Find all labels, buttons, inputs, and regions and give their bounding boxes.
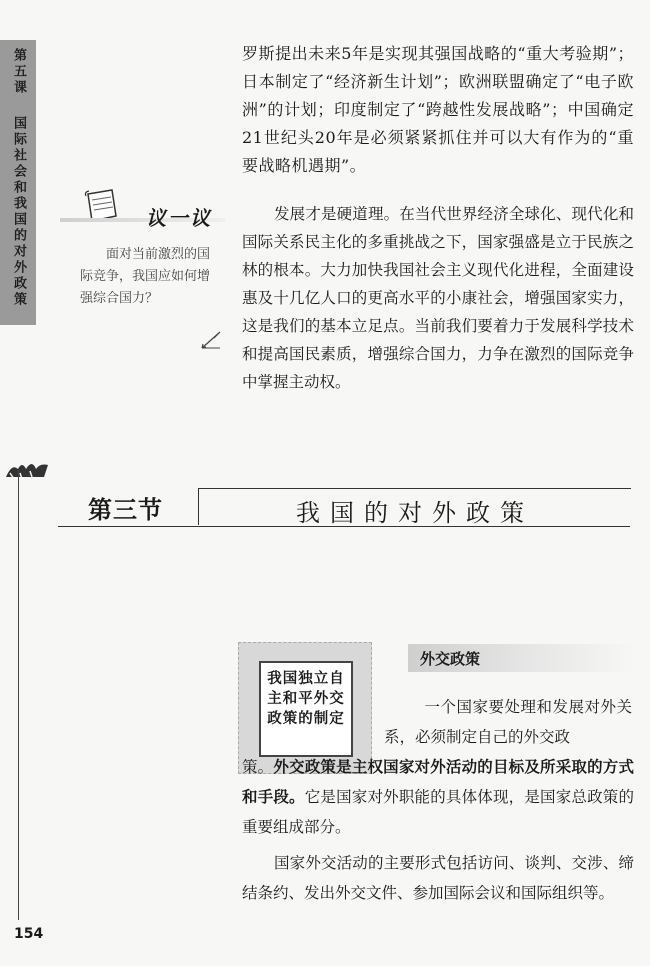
discuss-box: [60, 188, 230, 358]
diplomacy-p1-end: 它是国家对外职能的具体体现，是国家总政策的重要组成部分。: [242, 788, 634, 836]
lesson-label: 第五课: [11, 48, 26, 96]
diplomacy-forms-paragraph: 国家外交活动的主要形式包括访问、谈判、交涉、缔结条约、发出外交文件、参加国际会议和国际组织等。: [242, 854, 634, 902]
section-title: 我国的对外政策: [296, 499, 534, 527]
diplomacy-definition: 外交政策是主权国家对外活动的目标及所采取的方式和手段。: [242, 758, 634, 806]
pencil-icon: [200, 330, 222, 350]
diplomacy-p1-mid: 策。: [242, 758, 274, 776]
top-paragraph: 罗斯提出未来5年是实现其强国战略的“重大考验期”；日本制定了“经济新生计划”；欧洲联盟确定了“电子欧洲”的计划；印度制定了“跨越性发展战略”；中国确定21世纪头20年是必须紧紧抓住并可以大有作为的“重要战略机遇期”。: [242, 44, 634, 175]
section-header: [58, 488, 630, 527]
diplomacy-paragraph-start: [384, 692, 632, 752]
lesson-title: 国际社会和我国的对外政策: [11, 116, 26, 308]
page-number: 154: [14, 926, 44, 942]
development-paragraph: 发展才是硬道理。在当代世界经济全球化、现代化和国际关系民主化的多重挑战之下，国家强盛是立于民族之林的根本。大力加快我国社会主义现代化进程，全面建设惠及十几亿人口的更高水平的小康社会，增强国家实力，这是我们的基本立足点。当前我们要着力于发展科学技术和提高国民素质，增强综合国力，力争在激烈的国际竞争中掌握主动权。: [242, 205, 634, 391]
discuss-question: 面对当前激烈的国际竞争，我国应如何增强综合国力？: [80, 247, 211, 306]
discuss-title: 议一议: [146, 206, 212, 230]
hands-icon: [4, 455, 50, 483]
section-title-frame: [198, 488, 631, 525]
margin-rule: [18, 470, 19, 920]
subheading: 外交政策: [420, 650, 481, 668]
topic-sidebar-inner: [259, 661, 353, 757]
diplomacy-paragraph-cont: [242, 752, 634, 842]
diplomacy-p1-start: 一个国家要处理和发展对外关系，必须制定自己的外交政: [384, 698, 632, 746]
topic-sidebar-text: 我国独立自主和平外交政策的制定: [267, 670, 345, 727]
section-label: 第三节: [88, 495, 163, 524]
